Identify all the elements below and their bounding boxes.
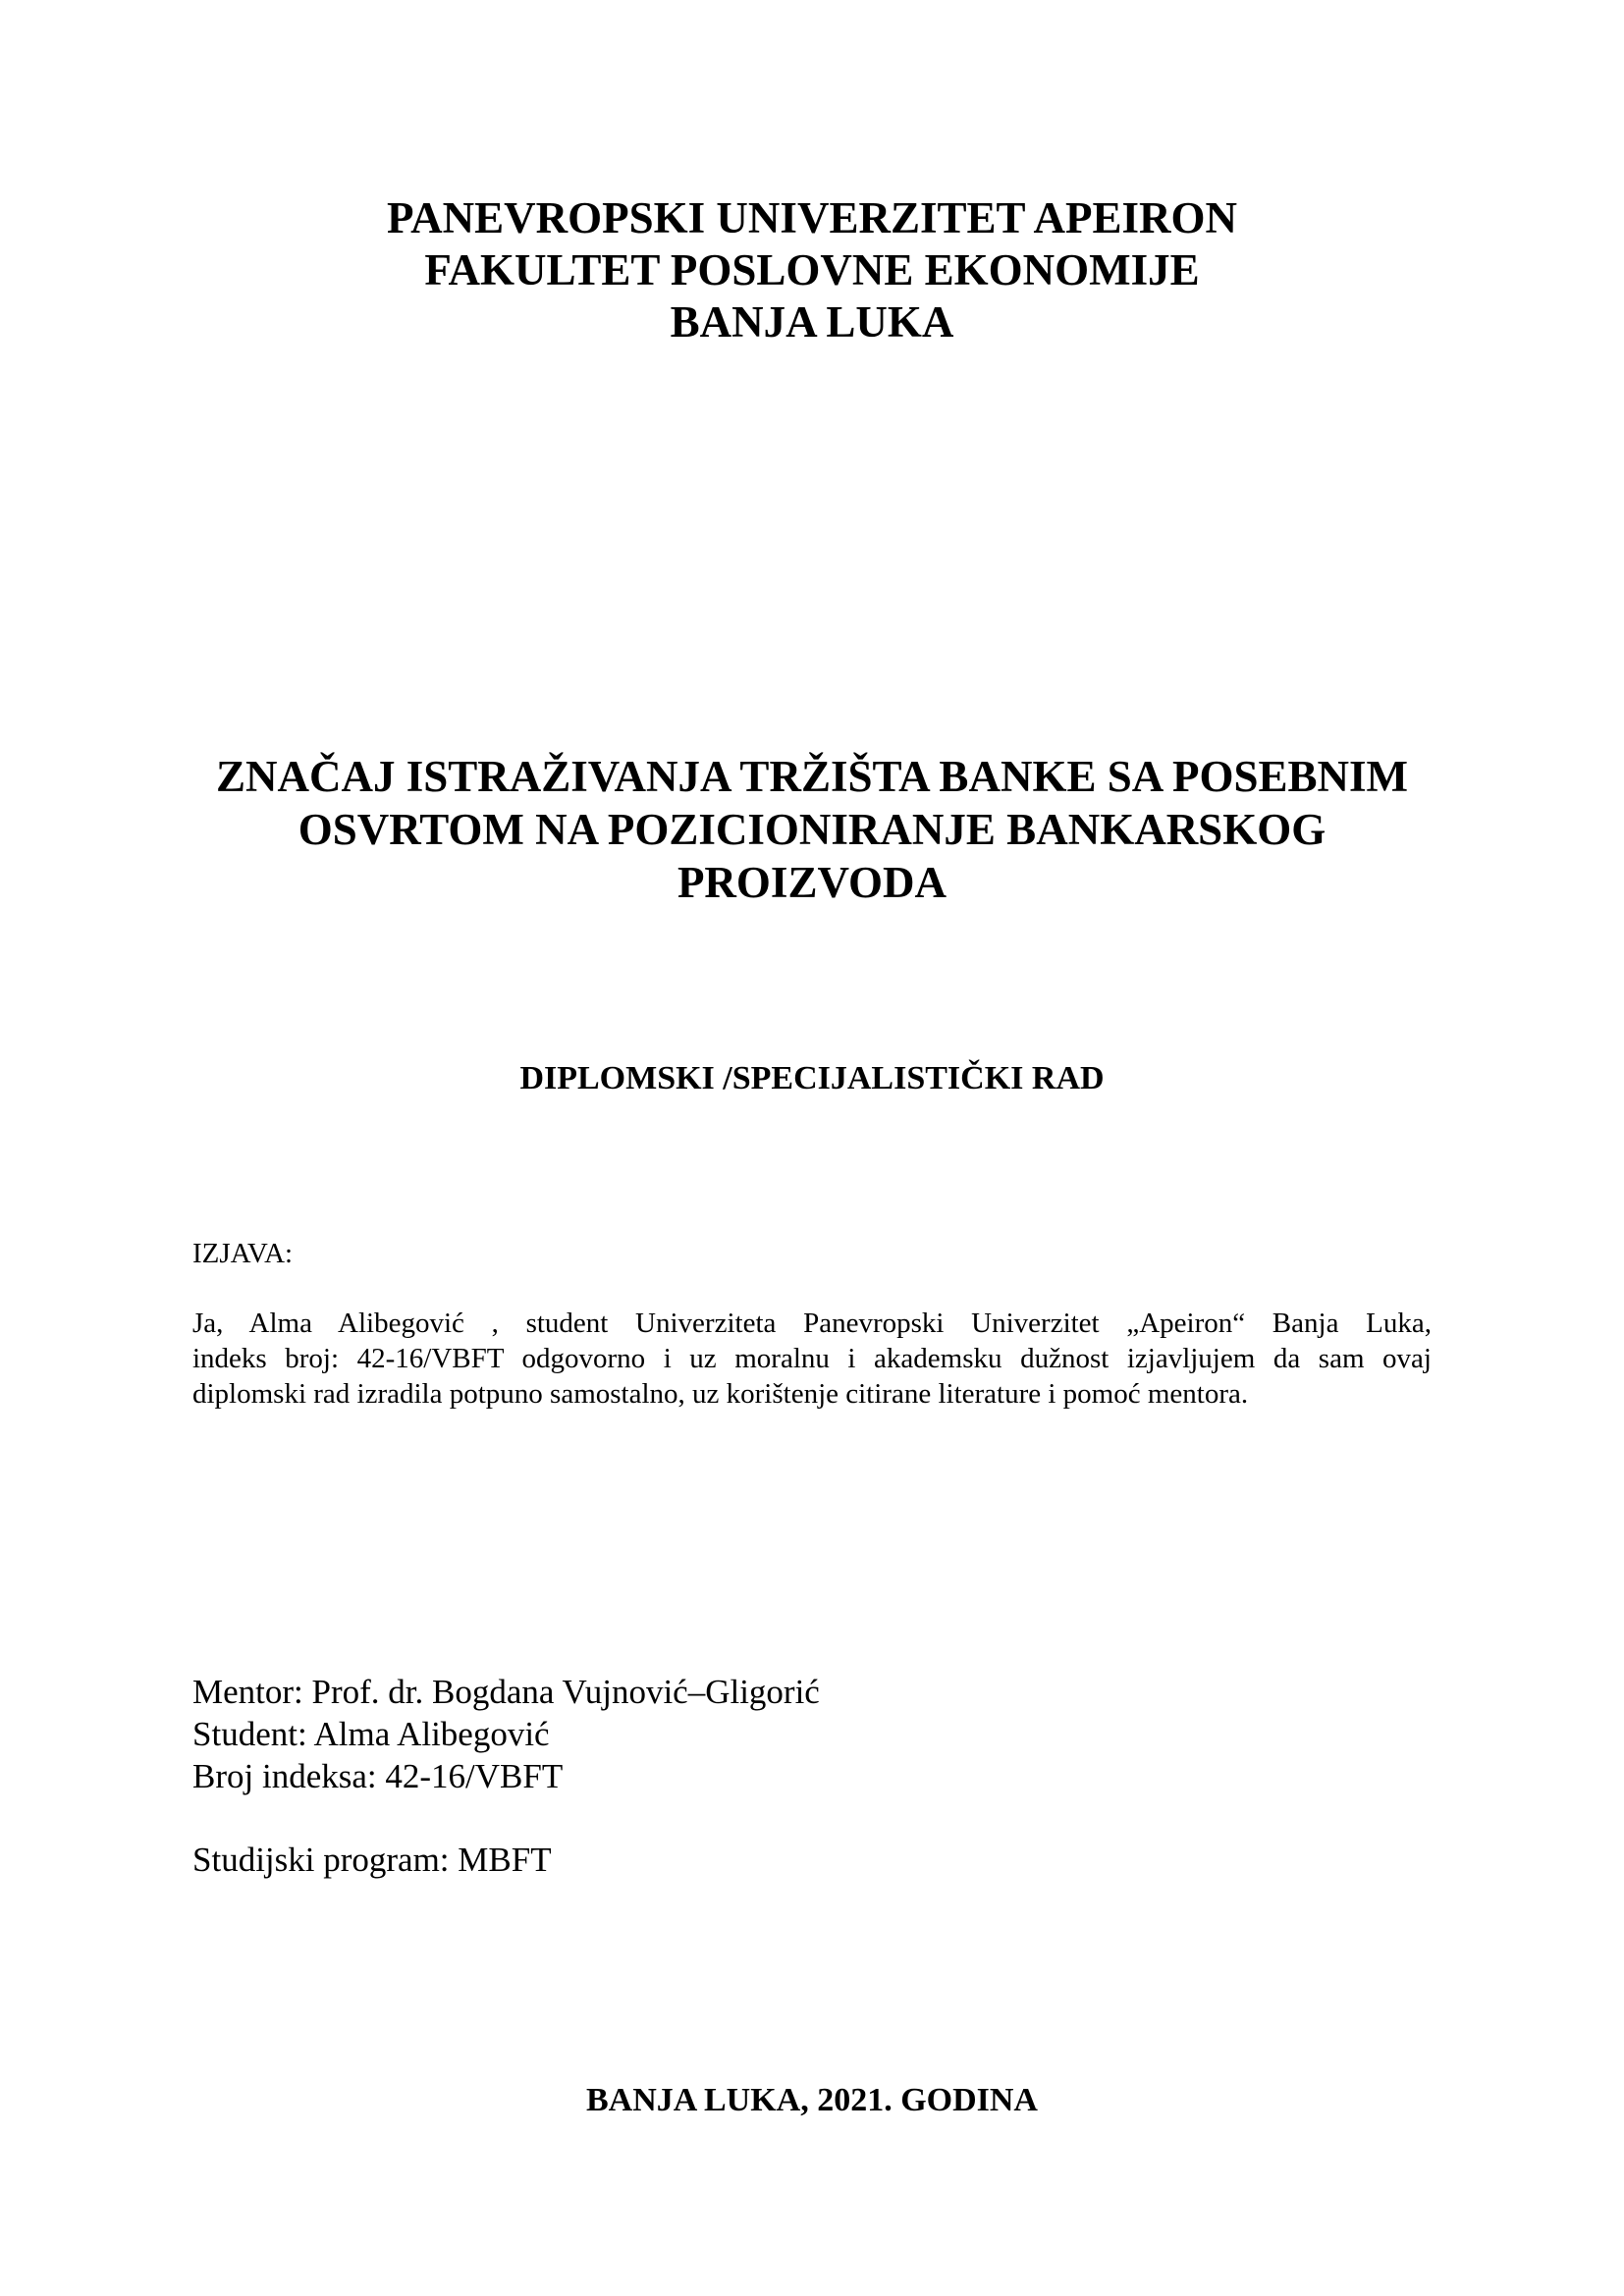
place-and-year: BANJA LUKA, 2021. GODINA bbox=[586, 2082, 1038, 2118]
faculty-name: FAKULTET POSLOVNE EKONOMIJE bbox=[424, 245, 1200, 294]
thesis-type: DIPLOMSKI /SPECIJALISTIČKI RAD bbox=[519, 1060, 1105, 1096]
thesis-title-line-3: PROIZVODA bbox=[677, 858, 947, 907]
statement-heading: IZJAVA: bbox=[192, 1238, 294, 1269]
statement-body bbox=[192, 1306, 1432, 1412]
thesis-title-line-2: OSVRTOM NA POZICIONIRANJE BANKARSKOG bbox=[298, 805, 1326, 854]
index-line: Broj indeksa: 42-16/VBFT bbox=[192, 1757, 564, 1795]
statement-line-1: Ja, Alma Alibegović , student Univerziteta Panevropski Univerzitet „Apeiron“ Banja Luka, bbox=[192, 1308, 1432, 1339]
university-name: PANEVROPSKI UNIVERZITET APEIRON bbox=[387, 193, 1237, 242]
thesis-title bbox=[147, 750, 1477, 909]
mentor-line: Mentor: Prof. dr. Bogdana Vujnović–Gligorić bbox=[192, 1673, 820, 1711]
city-name: BANJA LUKA bbox=[670, 297, 954, 347]
program-line: Studijski program: MBFT bbox=[192, 1841, 552, 1879]
student-info bbox=[192, 1671, 820, 1881]
student-line: Student: Alma Alibegović bbox=[192, 1715, 550, 1753]
info-spacer bbox=[192, 1797, 820, 1839]
thesis-title-line-1: ZNAČAJ ISTRAŽIVANJA TRŽIŠTA BANKE SA POSEBNIM bbox=[215, 752, 1409, 801]
institution-header bbox=[147, 192, 1477, 348]
statement-line-2: indeks broj: 42-16/VBFT odgovorno i uz moralnu i akademsku dužnost izjavljujem da sam ovaj bbox=[192, 1343, 1432, 1374]
statement-line-3: diplomski rad izradila potpuno samostalno, uz korištenje citirane literature i pomoć mentora. bbox=[192, 1378, 1249, 1410]
